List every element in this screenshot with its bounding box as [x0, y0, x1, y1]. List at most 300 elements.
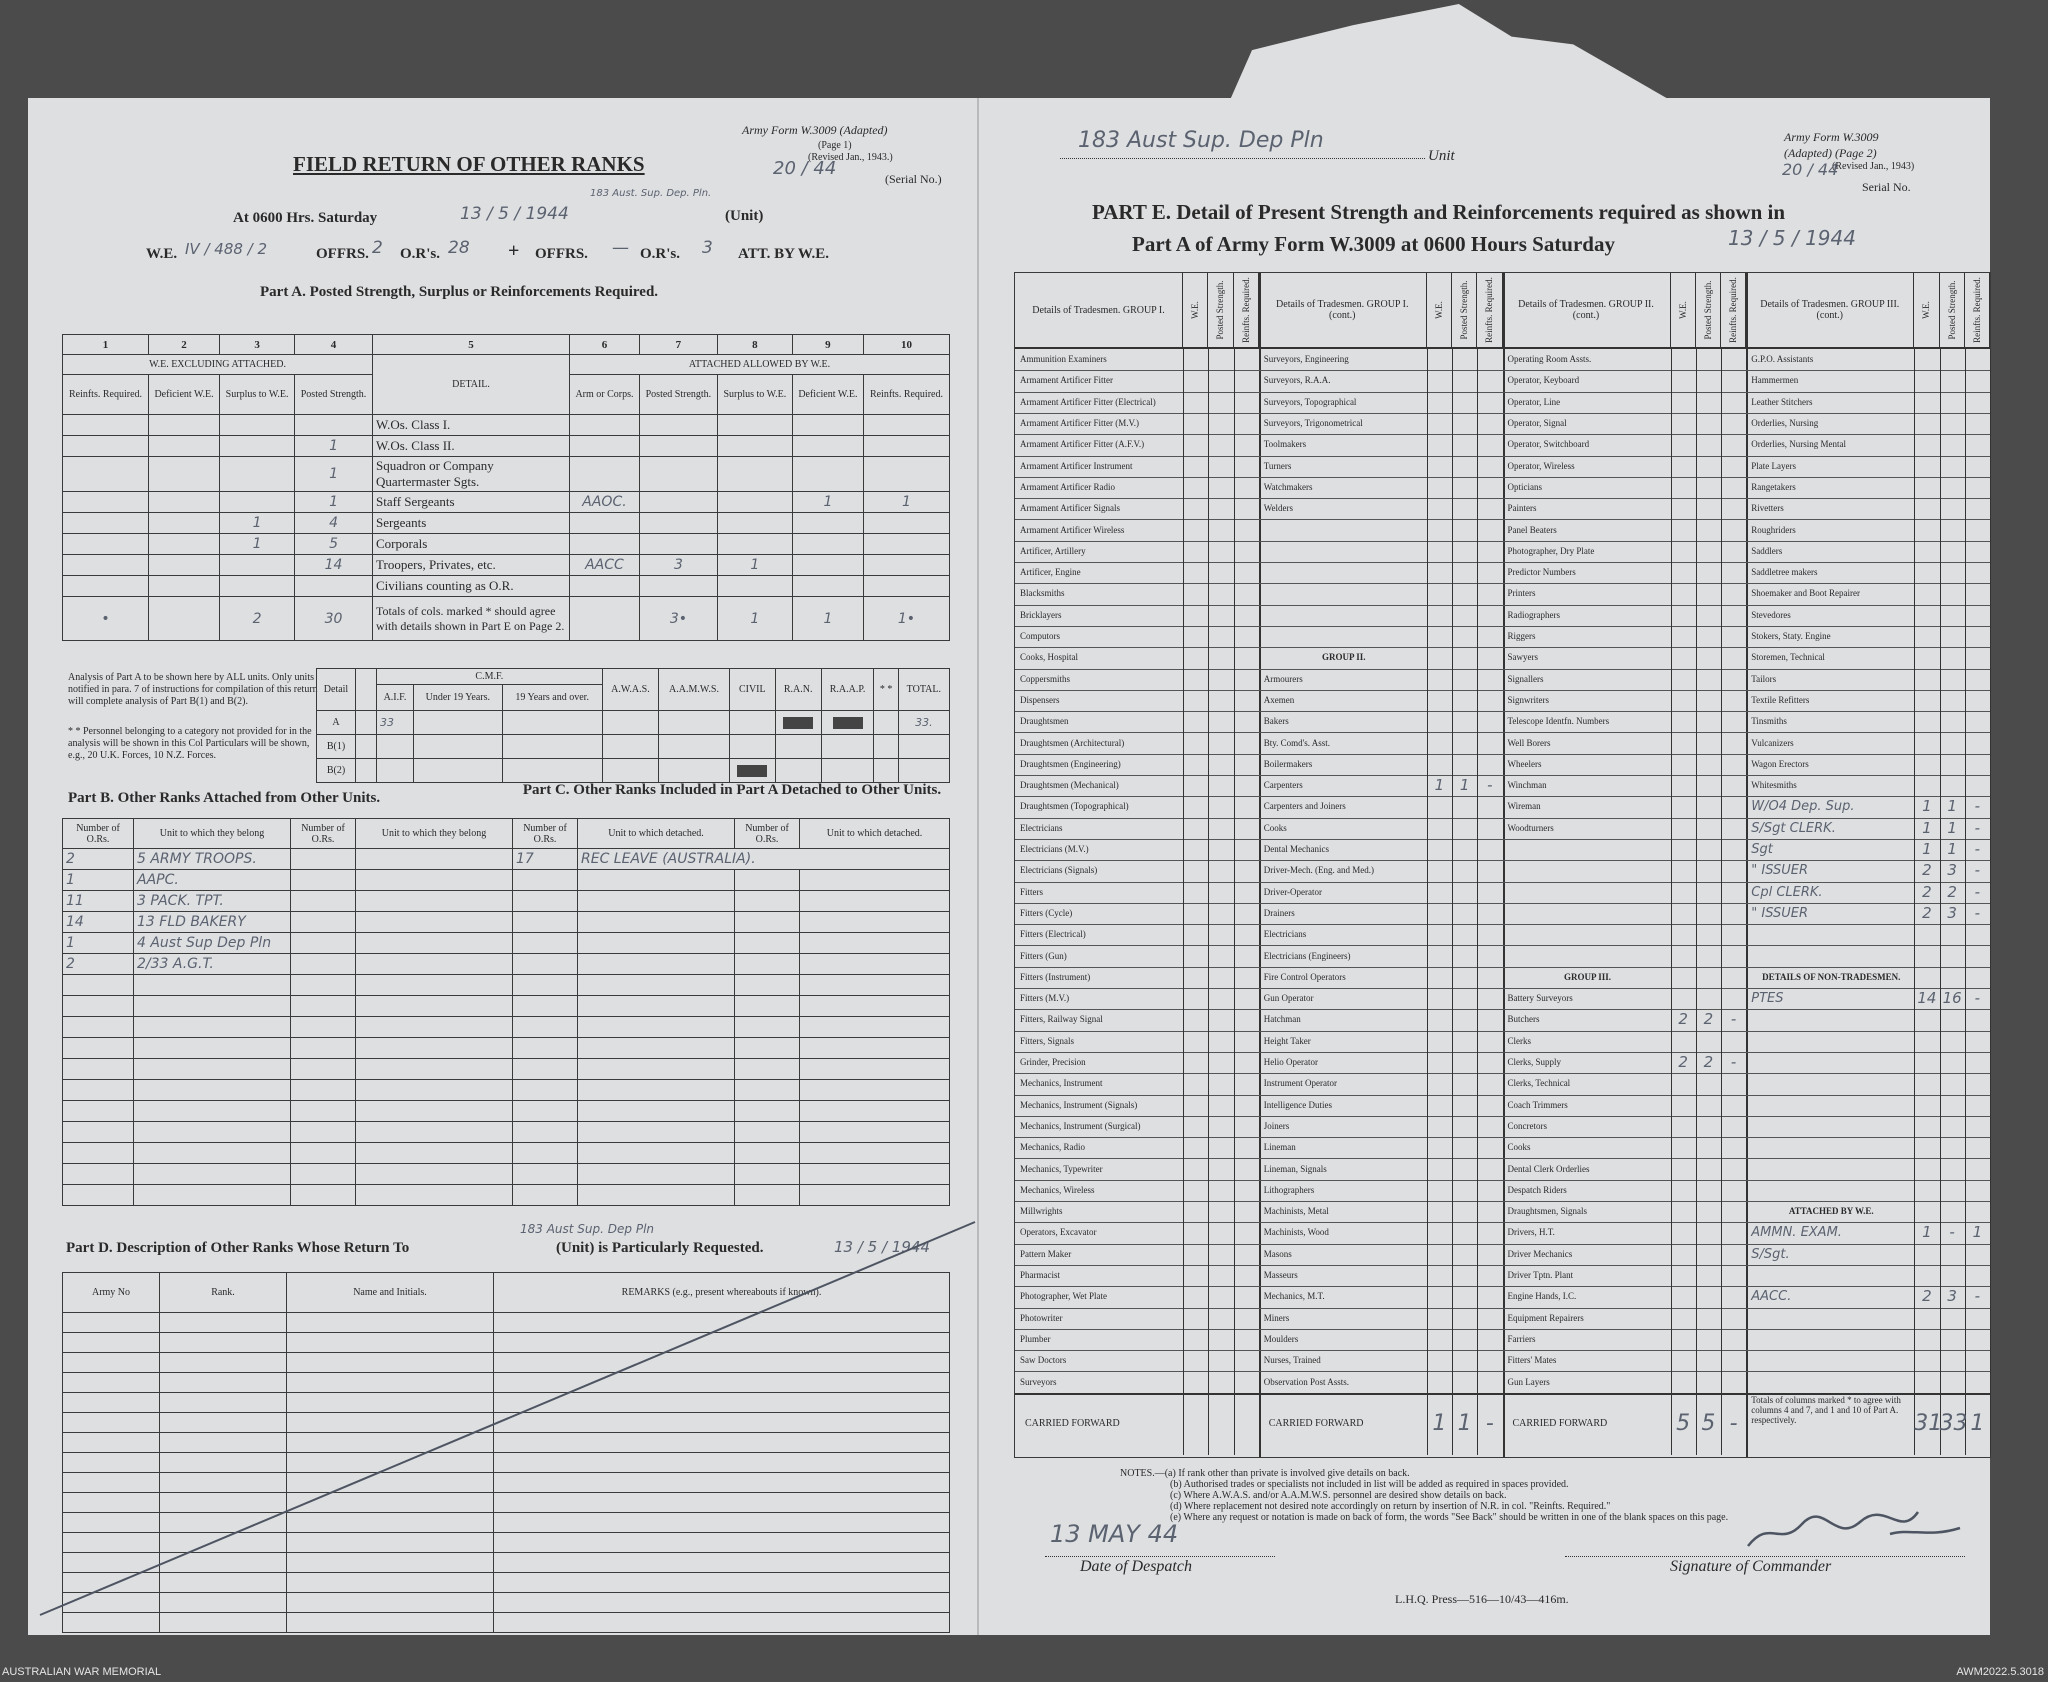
- bc-cell: [134, 1080, 291, 1101]
- trade-name: Hatchman: [1263, 1014, 1301, 1025]
- bc-cell: [735, 891, 800, 912]
- part-a-row: [63, 513, 950, 534]
- bc-cell: [63, 996, 134, 1017]
- bc-cell: 4 Aust Sup Dep Pln: [134, 933, 291, 954]
- strength-value: -: [1974, 839, 1981, 858]
- p1-plus: +: [508, 240, 520, 262]
- strength-value: 1: [1459, 776, 1470, 794]
- analysis-table: [316, 668, 950, 783]
- bc-cell: [63, 1185, 134, 1206]
- row-cell: [570, 436, 640, 457]
- bc-cell: 14: [63, 912, 134, 933]
- bc-cell: [356, 849, 513, 870]
- trade-name: Saw Doctors: [1020, 1355, 1067, 1366]
- p1-offrs2-label: OFFRS.: [535, 246, 588, 262]
- carried-value: -: [1729, 1410, 1738, 1436]
- trade-name: Armament Artificer Signals: [1020, 503, 1120, 514]
- col-line: [1940, 349, 1941, 1455]
- an-row-b2: B(2): [317, 759, 356, 783]
- bc-cell: [513, 1080, 578, 1101]
- trade-name: Bty. Comd's. Asst.: [1263, 737, 1331, 748]
- sub-header: [1427, 273, 1452, 349]
- strength-value: 1: [1922, 839, 1932, 858]
- bc-cell: [578, 1080, 735, 1101]
- trade-name: [1751, 1031, 1911, 1052]
- trade-name: Concretors: [1507, 1120, 1547, 1131]
- trade-name: Mechanics, Instrument: [1020, 1078, 1103, 1089]
- bc-cell: [513, 1122, 578, 1143]
- strength-value: 1: [1922, 818, 1932, 837]
- trade-name: Printers: [1507, 588, 1536, 599]
- row-cell: [63, 555, 149, 576]
- trade-name: Watchmakers: [1263, 481, 1313, 492]
- trade-name: Orderlies, Nursing: [1751, 418, 1819, 429]
- bc-cell: [578, 1059, 735, 1080]
- trade-name: Butchers: [1507, 1014, 1540, 1025]
- row-cell: [863, 415, 949, 436]
- row-cell: [149, 436, 220, 457]
- bc-cell: [578, 1122, 735, 1143]
- trade-name: Moulders: [1263, 1333, 1299, 1344]
- part-bc-row: [63, 954, 950, 975]
- trade-name: Electricians (Engineers): [1263, 950, 1351, 961]
- strength-value: -: [1974, 1287, 1981, 1306]
- bc-cell: [291, 1101, 356, 1122]
- strength-value: 2: [1922, 903, 1932, 922]
- bc-cell: [578, 912, 735, 933]
- row-cell: [570, 534, 640, 555]
- strength-value: 2: [1922, 861, 1932, 880]
- trade-name: Vulcanizers: [1751, 737, 1794, 748]
- trade-name: Instrument Operator: [1263, 1078, 1337, 1089]
- trade-name: Fitters: [1020, 886, 1044, 897]
- row-cell: [717, 576, 792, 597]
- bc-cell: [291, 954, 356, 975]
- trade-name: Operators, Excavator: [1020, 1227, 1097, 1238]
- trade-name: Wagon Erectors: [1751, 758, 1809, 769]
- bc-cell: [291, 1017, 356, 1038]
- row-cell: AAOC.: [570, 492, 640, 513]
- p2-page: (Adapted) (Page 2): [1784, 146, 1877, 160]
- strength-value: 2: [1947, 882, 1957, 901]
- bc-cell: 2: [63, 954, 134, 975]
- bc-cell: [134, 1017, 291, 1038]
- totals-cell: [570, 597, 640, 641]
- p1-at-line: At 0600 Hrs. Saturday: [233, 210, 378, 226]
- bc-cell: [134, 1164, 291, 1185]
- totals-cell: 3•: [639, 597, 717, 641]
- bc-cell: [63, 1122, 134, 1143]
- trade-name: Welders: [1263, 503, 1294, 514]
- strength-value: -: [1730, 1010, 1737, 1029]
- trade-name: [1264, 605, 1424, 626]
- trade-name: Height Taker: [1263, 1035, 1311, 1046]
- bc-cell: [356, 1164, 513, 1185]
- sub-header: [1721, 273, 1746, 349]
- part-a-row: [63, 534, 950, 555]
- p1-att-label: ATT. BY W.E.: [738, 246, 830, 262]
- trade-name: Cooks: [1507, 1142, 1531, 1153]
- trade-name: Shoemaker and Boot Repairer: [1751, 588, 1860, 599]
- commander-signature: [1740, 1498, 1970, 1560]
- trade-name: Plumber: [1020, 1333, 1051, 1344]
- trade-name: [1751, 1180, 1911, 1201]
- sub-header: [1940, 273, 1965, 349]
- part-a-row: [63, 492, 950, 513]
- row-cell: 14: [295, 555, 373, 576]
- trade-name: GROUP III.: [1563, 971, 1611, 982]
- trade-name: Draughtsmen (Engineering): [1020, 758, 1121, 769]
- notes: [1120, 1468, 1728, 1523]
- bc-cell: [356, 954, 513, 975]
- part-bc-row: [63, 1017, 950, 1038]
- sub-header: [1965, 273, 1990, 349]
- p2-serial-label: Serial No.: [1862, 180, 1911, 194]
- part-a-totals-row: [63, 597, 950, 641]
- footer-right: AWM2022.5.3018: [1956, 1666, 2044, 1678]
- col-line: [1914, 349, 1915, 1455]
- trade-name: Carpenters and Joiners: [1263, 801, 1346, 812]
- trade-name: Plate Layers: [1751, 460, 1796, 471]
- trade-name: Electricians (M.V.): [1020, 844, 1089, 855]
- bc-cell: [800, 1080, 950, 1101]
- an-row-b1: B(1): [317, 735, 356, 759]
- an-head-awas: A.W.A.S.: [602, 669, 659, 711]
- row-cell: [792, 436, 863, 457]
- group-header: Details of Tradesmen. GROUP III. (cont.): [1746, 273, 1914, 349]
- row-cell: 5: [295, 534, 373, 555]
- bc-cell: [735, 1185, 800, 1206]
- d-head-remarks: REMARKS (e.g., present whereabouts if known).: [494, 1273, 950, 1313]
- trade-name: Rivetters: [1751, 503, 1784, 514]
- trade-name: [1508, 903, 1668, 924]
- group-header: Details of Tradesmen. GROUP I. (cont.): [1259, 273, 1427, 349]
- note-b: (b) Authorised trades or specialists not included in list will be added as required in spaces provided.: [1170, 1479, 1569, 1490]
- trade-name: [1751, 1308, 1911, 1329]
- cancel-stroke: [30, 1210, 990, 1630]
- trade-name: Driver-Mech. (Eng. and Med.): [1263, 865, 1375, 876]
- trade-name: Tailors: [1751, 673, 1777, 684]
- trade-name: Pharmacist: [1020, 1270, 1060, 1281]
- trade-name: Operator, Signal: [1507, 418, 1567, 429]
- trade-name: [1264, 562, 1424, 583]
- bc-cell: [63, 1017, 134, 1038]
- row-cell: [220, 576, 295, 597]
- carried-value: 5: [1701, 1410, 1716, 1436]
- trade-name: Drivers, H.T.: [1507, 1227, 1555, 1238]
- note-c: (c) Where A.W.A.S. and/or A.A.M.W.S. personnel are desired show details on back.: [1170, 1490, 1507, 1501]
- part-d-mid: (Unit) is Particularly Requested.: [556, 1240, 764, 1256]
- bc-cell: [356, 912, 513, 933]
- p1-serial-value: 20 / 44: [773, 158, 837, 179]
- row-detail: Staff Sergeants: [373, 492, 570, 513]
- an-aif-value: 33: [377, 711, 414, 735]
- sub-reinfts-2: Reinfts. Required.: [863, 375, 949, 415]
- bc-cell: [800, 870, 950, 891]
- bc-cell: [356, 1080, 513, 1101]
- sub-header-label: W.E.: [1190, 301, 1201, 319]
- bc-cell: [800, 1059, 950, 1080]
- row-cell: [639, 457, 717, 492]
- bc-cell: [800, 1122, 950, 1143]
- trade-name: GROUP II.: [1321, 652, 1366, 663]
- p1-ors-value: 28: [448, 238, 470, 258]
- trade-name: W/O4 Dep. Sup.: [1751, 799, 1855, 815]
- sub-header: [1914, 273, 1939, 349]
- bc-cell: [134, 1101, 291, 1122]
- strength-value: 1: [1947, 797, 1957, 816]
- row-cell: [220, 492, 295, 513]
- p1-ors-label: O.R's.: [400, 246, 441, 262]
- strength-value: 16: [1942, 989, 1962, 1007]
- carried-value: 31: [1914, 1410, 1943, 1436]
- col-line: [1208, 349, 1209, 1455]
- part-bc-row: [63, 891, 950, 912]
- p1-unit-label: (Unit): [725, 208, 764, 224]
- row-cell: [717, 534, 792, 555]
- trade-name: Masons: [1263, 1248, 1292, 1259]
- trade-name: Draughtsmen: [1020, 716, 1069, 727]
- trade-name: AACC.: [1751, 1289, 1792, 1305]
- bc-cell: [800, 1017, 950, 1038]
- bc-cell: 13 FLD BAKERY: [134, 912, 291, 933]
- sub-posted-1: Posted Strength.: [295, 375, 373, 415]
- col-num-3: 3: [220, 335, 295, 355]
- trade-name: Fitters (Cycle): [1020, 907, 1073, 918]
- p2-unit-label: Unit: [1428, 148, 1455, 164]
- bc-cell: 17: [513, 849, 578, 870]
- bc-cell: 5 ARMY TROOPS.: [134, 849, 291, 870]
- part-bc-table: [62, 818, 950, 1206]
- bc-cell: [578, 1164, 735, 1185]
- part-d-unit: 183 Aust Sup. Dep Pln: [520, 1222, 655, 1236]
- trade-name: Armament Artificer Instrument: [1020, 460, 1133, 471]
- col-num-10: 10: [863, 335, 949, 355]
- trade-name: Engine Hands, I.C.: [1507, 1291, 1577, 1302]
- bc-cell: 1: [63, 870, 134, 891]
- col-num-6: 6: [570, 335, 640, 355]
- row-cell: [639, 576, 717, 597]
- p1-serial-label: (Serial No.): [885, 172, 942, 186]
- bc-cell: [800, 996, 950, 1017]
- trade-name: Hammermen: [1751, 375, 1799, 386]
- bc-cell: [578, 954, 735, 975]
- trade-name: Artificer, Artillery: [1020, 545, 1086, 556]
- trade-name: Ammunition Examiners: [1020, 354, 1107, 365]
- sub-arm: Arm or Corps.: [570, 375, 640, 415]
- an-head-ran: R.A.N.: [775, 669, 821, 711]
- trade-name: Millwrights: [1020, 1206, 1063, 1217]
- strength-value: 2: [1678, 1010, 1688, 1029]
- col-line: [1452, 349, 1453, 1455]
- sub-header-label: Posted Strength.: [1946, 280, 1957, 340]
- part-bc-row: [63, 849, 950, 870]
- bc-cell: [800, 1185, 950, 1206]
- row-cell: [717, 492, 792, 513]
- trade-name: Leather Stitchers: [1751, 396, 1813, 407]
- trade-name: Draughtsmen, Signals: [1507, 1206, 1587, 1217]
- p1-ors2-value: 3: [702, 238, 713, 258]
- row-cell: 4: [295, 513, 373, 534]
- trade-name: Surveyors: [1020, 1376, 1057, 1387]
- trade-name: Stevedores: [1751, 609, 1791, 620]
- trade-name: Electricians: [1263, 929, 1307, 940]
- signature-label: Signature of Commander: [1670, 1558, 1832, 1575]
- trade-name: Fitters (Electrical): [1020, 929, 1086, 940]
- p2-serial-value: 20 / 44: [1782, 160, 1839, 179]
- trade-name: PTES: [1751, 991, 1784, 1007]
- trade-name: Joiners: [1263, 1120, 1290, 1131]
- p2-form-ref: Army Form W.3009: [1784, 130, 1879, 144]
- trade-name: Lineman, Signals: [1263, 1163, 1327, 1174]
- bc-cell: [63, 1101, 134, 1122]
- trade-name: Photographer, Dry Plate: [1507, 545, 1595, 556]
- totals-cell: 2: [220, 597, 295, 641]
- part-bc-row: [63, 933, 950, 954]
- bc-cell: [356, 1059, 513, 1080]
- carried-value: 33: [1939, 1410, 1968, 1436]
- trade-name: [1751, 1116, 1911, 1137]
- bc-cell: [291, 975, 356, 996]
- sub-header: [1696, 273, 1721, 349]
- strength-value: 2: [1703, 1010, 1714, 1029]
- bc-cell: [513, 996, 578, 1017]
- bc-cell: [291, 1038, 356, 1059]
- row-cell: [717, 513, 792, 534]
- row-cell: [149, 555, 220, 576]
- row-cell: [717, 415, 792, 436]
- d-head-name: Name and Initials.: [287, 1273, 494, 1313]
- p2-unit-value: 183 Aust Sup. Dep Pln: [1078, 128, 1324, 153]
- part-e-title-1: PART E. Detail of Present Strength and Reinforcements required as shown in: [1092, 200, 1786, 224]
- totals-cell: [149, 597, 220, 641]
- bc-cell: [800, 891, 950, 912]
- bc-cell: [134, 1185, 291, 1206]
- bc-cell: [578, 1101, 735, 1122]
- strength-value: -: [1974, 882, 1981, 901]
- carried-value: 1: [1432, 1410, 1447, 1436]
- row-cell: [863, 513, 949, 534]
- trade-name: Blacksmiths: [1020, 588, 1065, 599]
- part-bc-row: [63, 1059, 950, 1080]
- trade-name: Operator, Line: [1507, 396, 1561, 407]
- row-cell: [295, 415, 373, 436]
- row-cell: [639, 513, 717, 534]
- trade-name: DETAILS OF NON-TRADESMEN.: [1762, 971, 1901, 982]
- sub-header-label: Posted Strength.: [1459, 280, 1470, 340]
- trade-name: Fire Control Operators: [1263, 971, 1346, 982]
- row-cell: [149, 457, 220, 492]
- trade-name: Fitters' Mates: [1507, 1355, 1557, 1366]
- trade-name: Driver Mechanics: [1507, 1248, 1573, 1259]
- trade-name: Mechanics, Wireless: [1020, 1184, 1095, 1195]
- trade-name: Grinder, Precision: [1020, 1057, 1086, 1068]
- trade-name: Driver Tptn. Plant: [1507, 1270, 1574, 1281]
- trade-name: [1508, 924, 1668, 945]
- part-a-row: [63, 576, 950, 597]
- an-total-value: 33.: [898, 711, 949, 735]
- bc-cell: [800, 912, 950, 933]
- sub-header-label: Reinfts. Required.: [1484, 277, 1495, 343]
- p1-title: FIELD RETURN OF OTHER RANKS: [293, 152, 645, 176]
- p1-we-label: W.E.: [146, 246, 178, 262]
- p1-we-value: IV / 488 / 2: [185, 240, 268, 258]
- col-num-9: 9: [792, 335, 863, 355]
- trade-name: Armourers: [1263, 673, 1303, 684]
- strength-value: 1: [1922, 1223, 1932, 1242]
- strength-value: -: [1974, 818, 1981, 837]
- row-cell: [63, 457, 149, 492]
- trade-name: ATTACHED BY W.E.: [1788, 1206, 1874, 1217]
- trade-name: Coppersmiths: [1020, 673, 1071, 684]
- col-num-2: 2: [149, 335, 220, 355]
- bc-head-5: Number of O.Rs.: [513, 819, 578, 849]
- trade-name: Turners: [1263, 460, 1292, 471]
- col-num-7: 7: [639, 335, 717, 355]
- bc-cell: [578, 870, 735, 891]
- despatch-label: Date of Despatch: [1080, 1558, 1192, 1575]
- trade-name: Draughtsmen (Topographical): [1020, 801, 1129, 812]
- carried-value: 1: [1457, 1410, 1472, 1436]
- trade-name: Toolmakers: [1263, 439, 1307, 450]
- totals-note: Totals of columns marked * to agree with columns 4 and 7, and 1 and 10 of Part A. respectively.: [1751, 1394, 1901, 1425]
- bc-cell: [291, 912, 356, 933]
- part-d-title: Part D. Description of Other Ranks Whose Return To: [66, 1240, 410, 1256]
- row-cell: [792, 576, 863, 597]
- trade-name: Mechanics, Radio: [1020, 1142, 1085, 1153]
- trade-name: Panel Beaters: [1507, 524, 1557, 535]
- bc-cell: [291, 849, 356, 870]
- row-detail: Sergeants: [373, 513, 570, 534]
- bc-cell: [578, 933, 735, 954]
- row-cell: [792, 534, 863, 555]
- col-line: [1671, 349, 1672, 1455]
- p1-offrs-value: 2: [372, 238, 383, 258]
- bc-cell: [735, 1101, 800, 1122]
- bc-cell: [513, 1164, 578, 1185]
- row-detail: Squadron or Company Quartermaster Sgts.: [373, 457, 570, 492]
- trade-name: Clerks: [1507, 1035, 1531, 1046]
- trade-name: Armament Artificer Fitter (A.F.V.): [1020, 439, 1145, 450]
- part-a-row: [63, 555, 950, 576]
- trade-name: Whitesmiths: [1751, 780, 1797, 791]
- d-head-rank: Rank.: [160, 1273, 287, 1313]
- row-cell: [220, 555, 295, 576]
- trade-name: Computors: [1020, 631, 1061, 642]
- strength-value: 3: [1947, 1287, 1957, 1306]
- note-e: (e) Where any request or notation is made on back of form, the words "See Back" should be written in one of the blank spaces on this page.: [1170, 1512, 1729, 1523]
- bc-cell: [291, 1143, 356, 1164]
- row-cell: [717, 457, 792, 492]
- an-head-detail: Detail: [317, 669, 356, 711]
- trade-name: Draughtsmen (Architectural): [1020, 737, 1125, 748]
- sub-header: [1477, 273, 1502, 349]
- bc-cell: [513, 891, 578, 912]
- part-bc-row: [63, 996, 950, 1017]
- trade-name: Opticians: [1507, 481, 1542, 492]
- bc-cell: [513, 933, 578, 954]
- bc-cell: [513, 1143, 578, 1164]
- trade-name: Drainers: [1263, 907, 1295, 918]
- an-head-aamws: A.A.M.W.S.: [659, 669, 730, 711]
- footer-left: AUSTRALIAN WAR MEMORIAL: [2, 1666, 162, 1678]
- trade-name: [1264, 583, 1424, 604]
- row-detail: Corporals: [373, 534, 570, 555]
- sub-header-label: Posted Strength.: [1702, 280, 1713, 340]
- row-cell: [63, 576, 149, 597]
- despatch-value: 13 MAY 44: [1050, 1520, 1179, 1548]
- d-head-army-no: Army No: [63, 1273, 160, 1313]
